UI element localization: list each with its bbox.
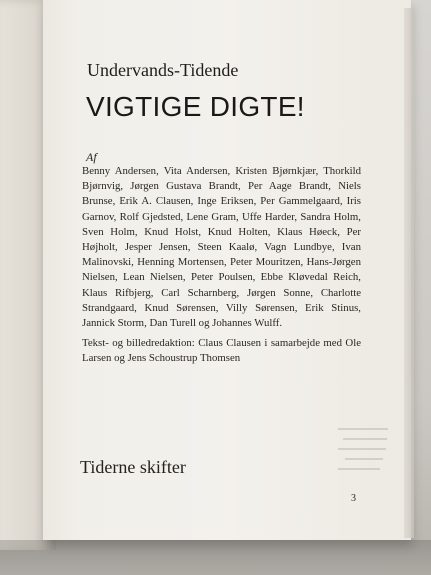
editorial-credit: Tekst- og billedredaktion: Claus Clausen i samarbejde med Ole Larsen og Jens Schoustrup Thomsen (82, 337, 361, 365)
show-through-text (338, 428, 393, 482)
author-list: Benny Andersen, Vita Andersen, Kristen Bjørnkjær, Thorkild Bjørnvig, Jørgen Gustava Brandt, Per Aage Brandt, Niels Brunse, Erik A. Clausen, Inge Eriksen, Per Gammelgaard, Iris Garnov, Rolf Gjedsted, Lene Gram, Uffe Harder, Sandra Holm, Sven Holm, Knud Holst, Knud Holten, Klaus Høeck, Per Højholt, Jesper Jensen, Steen Kaalø, Vagn Lundbye, Ivan Malinovski, Henning Mortensen, Peter Mouritzen, Hans-Jørgen Nielsen, Lean Nielsen, Peter Poulsen, Ebbe Kløvedal Reich, Klaus Rifbjerg, Carl Scharnberg, Jørgen Sonne, Charlotte Strandgaard, Knud Sørensen, Villy Sørensen, Erik Stinus, Jannick Storm, Dan Turell og Johannes Wulff. (82, 165, 361, 330)
page-edge (404, 8, 414, 538)
byline-label: Af (86, 150, 97, 164)
subtitle: Undervands-Tidende (87, 60, 239, 80)
section-heading: Tiderne skifter (80, 457, 186, 477)
page-number: 3 (351, 493, 356, 504)
page-title: VIGTIGE DIGTE! (86, 91, 305, 122)
table-shadow (0, 540, 431, 575)
